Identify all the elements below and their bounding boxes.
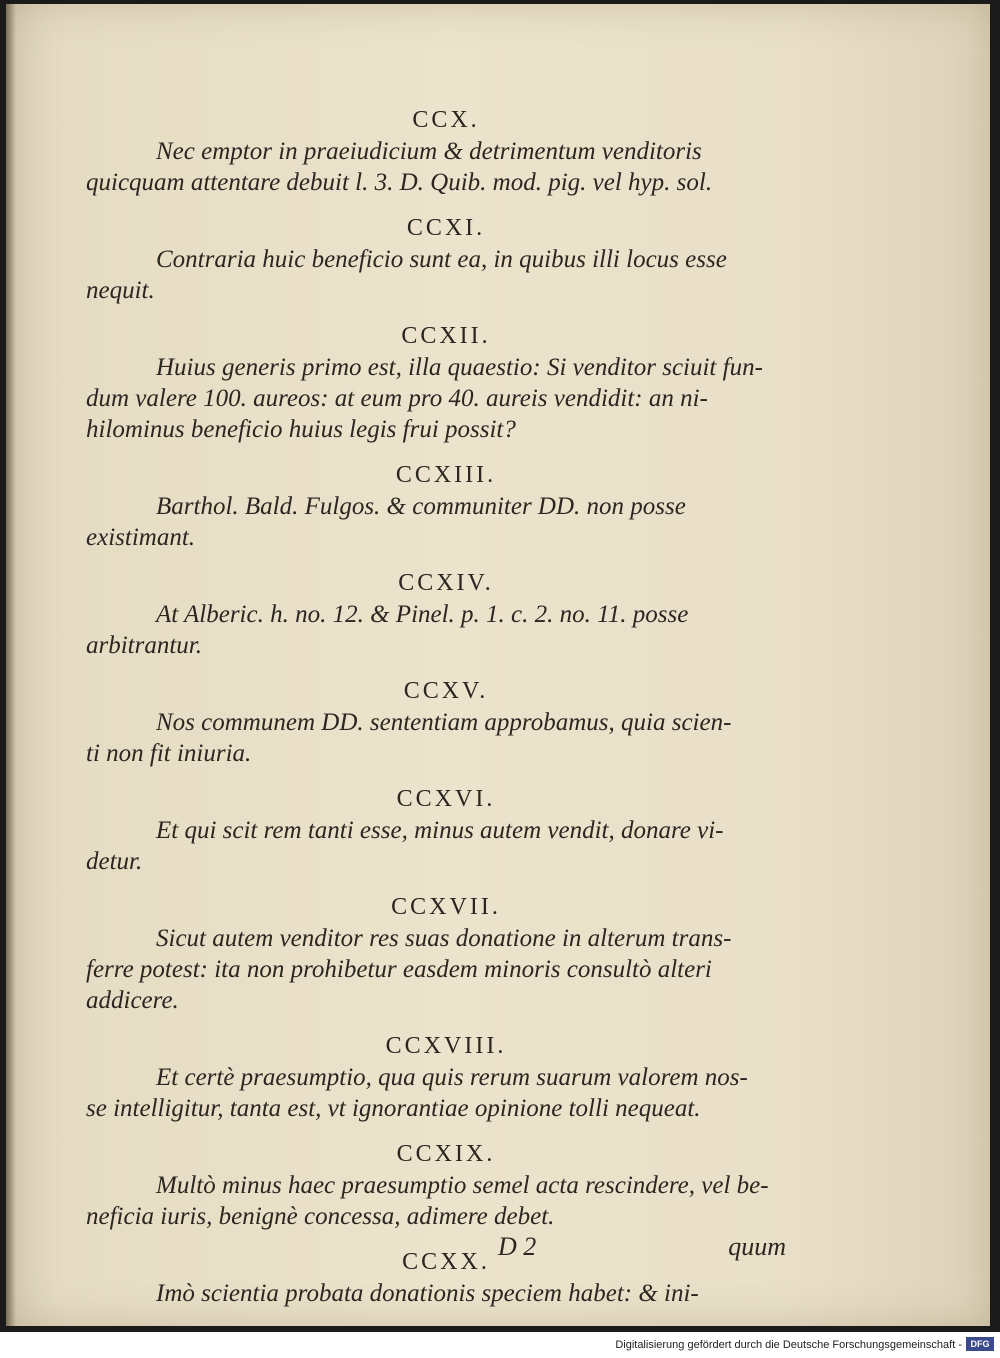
thesis-text: [86, 1062, 786, 1124]
text-line: Contraria huic beneficio sunt ea, in quibus illi locus esse: [156, 246, 727, 273]
thesis: [86, 1030, 786, 1138]
thesis-text: [86, 1170, 786, 1232]
thesis: [86, 675, 786, 783]
thesis-numeral: CCX.: [412, 107, 480, 133]
thesis-text: [86, 707, 786, 769]
thesis: [86, 1138, 786, 1246]
dfg-logo: DFG: [966, 1337, 994, 1351]
thesis-numeral: CCXII.: [401, 323, 491, 349]
text-line: addicere.: [86, 987, 179, 1014]
text-line: existimant.: [86, 524, 196, 551]
text-line: Imò scientia probata donationis speciem habet: & ini-: [156, 1280, 699, 1307]
text-line: dum valere 100. aureos: at eum pro 40. aureis vendidit: an ni-: [86, 385, 708, 412]
text-block: [86, 104, 786, 1309]
text-line: Sicut autem venditor res suas donatione in alterum trans-: [156, 925, 732, 952]
thesis-text: [86, 923, 786, 1016]
text-line: detur.: [86, 848, 143, 875]
text-line: Nec emptor in praeiudicium & detrimentum venditoris: [156, 138, 702, 165]
text-line: hilominus beneficio huius legis frui possit?: [86, 416, 516, 443]
catchword: quum: [728, 1232, 786, 1261]
text-line: neficia iuris, benignè concessa, adimere debet.: [86, 1203, 555, 1230]
text-line: ferre potest: ita non prohibetur easdem minoris consultò alteri: [86, 956, 712, 983]
signature-mark: D 2: [498, 1232, 537, 1261]
thesis: [86, 212, 786, 320]
thesis-text: [86, 491, 786, 553]
thesis-text: [86, 244, 786, 306]
text-line: Multò minus haec praesumptio semel acta rescindere, vel be-: [156, 1172, 769, 1199]
text-line: Nos communem DD. sententiam approbamus, quia scien-: [156, 709, 732, 736]
thesis-text: [86, 599, 786, 661]
thesis: [86, 459, 786, 567]
text-line: se intelligitur, tanta est, vt ignorantiae opinione tolli nequeat.: [86, 1095, 701, 1122]
thesis-numeral: CCXVIII.: [385, 1033, 507, 1059]
text-line: Et qui scit rem tanti esse, minus autem vendit, donare vi-: [156, 817, 724, 844]
text-line: quicquam attentare debuit l. 3. D. Quib. mod. pig. vel hyp. sol.: [86, 169, 713, 196]
credit-text: Digitalisierung gefördert durch die Deutsche Forschungsgemeinschaft -: [615, 1339, 962, 1351]
text-line: nequit.: [86, 277, 155, 304]
thesis-numeral: CCXV.: [403, 678, 489, 704]
text-line: ti non fit iniuria.: [86, 740, 252, 767]
text-line: arbitrantur.: [86, 632, 203, 659]
book-page: [6, 4, 990, 1326]
thesis-text: [86, 352, 786, 445]
thesis: [86, 891, 786, 1030]
text-line: At Alberic. h. no. 12. & Pinel. p. 1. c. 2. no. 11. posse: [156, 601, 689, 628]
thesis-numeral: CCXIX.: [396, 1141, 496, 1167]
thesis-text: [86, 815, 786, 877]
credit-bar: [0, 1332, 1000, 1358]
text-line: Barthol. Bald. Fulgos. & communiter DD. non posse: [156, 493, 686, 520]
thesis-text: [86, 136, 786, 198]
thesis-text: [86, 1278, 786, 1309]
page-footer: [86, 1232, 786, 1264]
thesis-numeral: CCXX.: [402, 1249, 490, 1275]
thesis: [86, 567, 786, 675]
thesis-numeral: CCXIII.: [395, 462, 497, 488]
thesis-numeral: CCXVI.: [396, 786, 496, 812]
thesis: [86, 104, 786, 212]
thesis-numeral: CCXVII.: [391, 894, 501, 920]
thesis: [86, 320, 786, 459]
text-line: Huius generis primo est, illa quaestio: Si venditor sciuit fun-: [156, 354, 763, 381]
text-line: Et certè praesumptio, qua quis rerum suarum valorem nos-: [156, 1064, 748, 1091]
thesis-numeral: CCXIV.: [398, 570, 494, 596]
thesis: [86, 783, 786, 891]
thesis-numeral: CCXI.: [406, 215, 486, 241]
